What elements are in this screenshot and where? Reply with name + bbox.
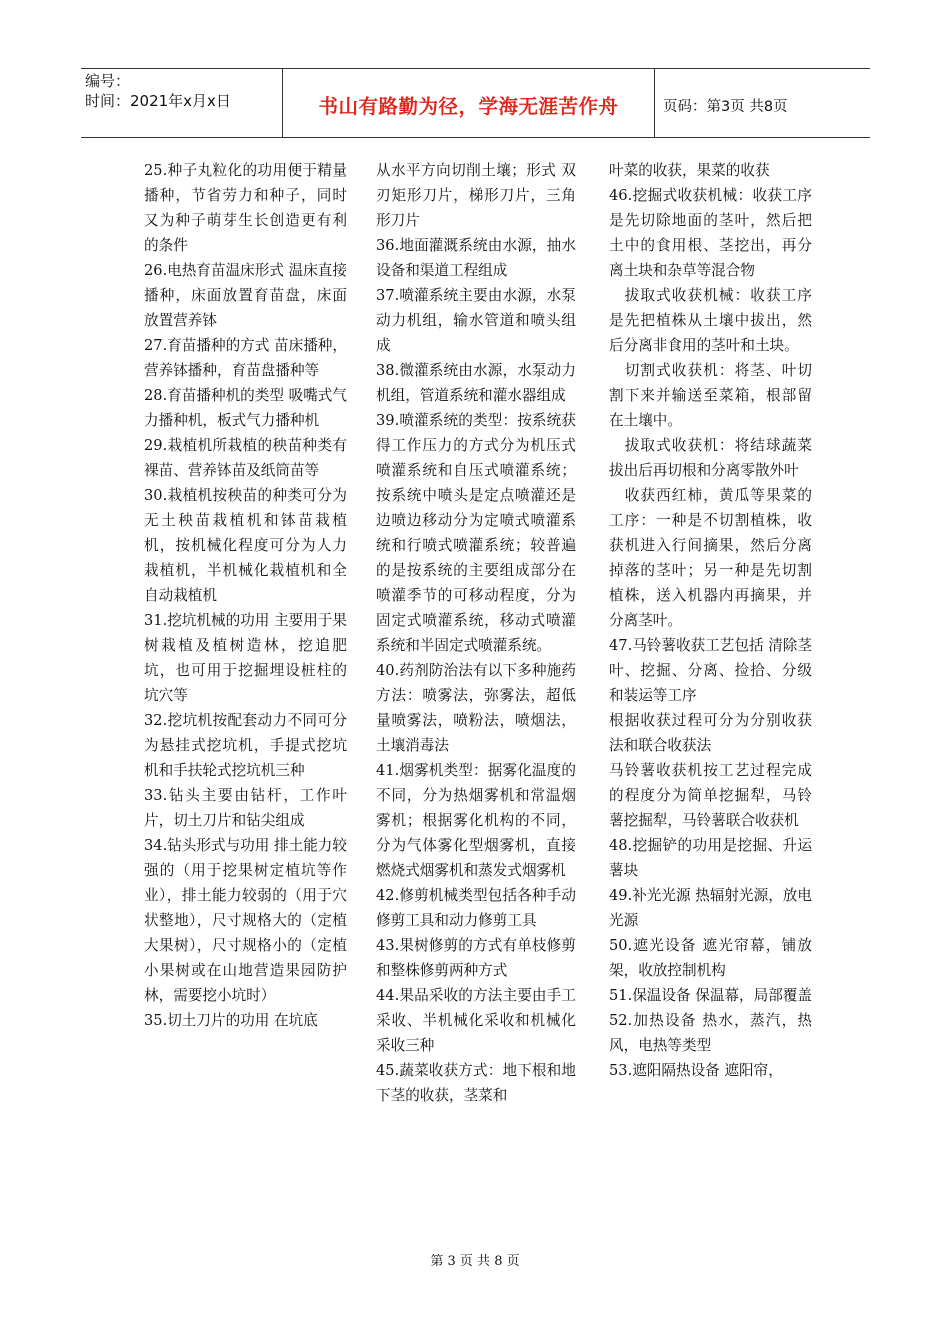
- paragraph: 31.挖坑机械的功用 主要用于果树栽植及植树造林，挖追肥坑，也可用于挖掘埋设桩柱的坑穴等: [144, 612, 347, 704]
- page-footer: 第 3 页 共 8 页: [430, 1254, 520, 1269]
- paragraph: 38.微灌系统由水源，水泵动力机组，管道系统和灌水器组成: [376, 362, 576, 404]
- text-column-2: [376, 158, 576, 1108]
- paragraph: 根据收获过程可分为分别收获法和联合收获法: [609, 712, 812, 754]
- header-meta: [81, 69, 283, 137]
- paragraph: 35.切土刀片的功用 在坑底: [144, 1012, 318, 1029]
- paragraph: 29.栽植机所栽植的秧苗种类有裸苗、营养钵苗及纸筒苗等: [144, 437, 347, 479]
- page-header: [81, 68, 870, 138]
- paragraph: 28.育苗播种机的类型 吸嘴式气力播种机，板式气力播种机: [144, 387, 347, 429]
- paragraph: 26.电热育苗温床形式 温床直接播种，床面放置育苗盘，床面放置营养钵: [144, 262, 347, 329]
- text-column-3: [609, 158, 812, 1083]
- paragraph: 45.蔬菜收获方式：地下根和地下茎的收获，茎菜和: [376, 1062, 576, 1104]
- paragraph: 53.遮阳隔热设备 遮阳帘，: [609, 1062, 783, 1079]
- paragraph: 50.遮光设备 遮光帘幕，铺放架，收放控制机构: [609, 937, 812, 979]
- paragraph: 收获西红柿，黄瓜等果菜的工序：一种是不切割植株，收获机进入行间摘果，然后分离掉落的茎叶；另一种是先切割植株，送入机器内再摘果，并分离茎叶。: [609, 487, 812, 629]
- paragraph: 拔取式收获机：将结球蔬菜拔出后再切根和分离零散外叶: [609, 437, 812, 479]
- paragraph: 39.喷灌系统的类型：按系统获得工作压力的方式分为机压式喷灌系统和自压式喷灌系统；按系统中喷头是定点喷灌还是边喷边移动分为定喷式喷灌系统和行喷式喷灌系统；较普遍的是按系统的主要组成部分在喷灌季节的可移动程度，分为固定式喷灌系统，移动式喷灌系统和半固定式喷灌系统。: [376, 412, 576, 654]
- paragraph: 43.果树修剪的方式有单枝修剪和整株修剪两种方式: [376, 937, 576, 979]
- paragraph: 从水平方向切削土壤；形式 双刃矩形刀片，梯形刀片，三角形刀片: [376, 162, 576, 229]
- paragraph: 马铃薯收获机按工艺过程完成的程度分为简单挖掘犁，马铃薯挖掘犁，马铃薯联合收获机: [609, 762, 812, 829]
- document-number-label: 编号：: [85, 72, 131, 90]
- paragraph: 30.栽植机按秧苗的种类可分为无土秧苗栽植机和钵苗栽植机，按机械化程度可分为人力栽植机，半机械化栽植机和全自动栽植机: [144, 487, 347, 604]
- document-time-label: 时间：2021年x月x日: [85, 92, 231, 110]
- paragraph: 41.烟雾机类型：据雾化温度的不同，分为热烟雾机和常温烟雾机；根据雾化机构的不同，分为气体雾化型烟雾机，直接燃烧式烟雾机和蒸发式烟雾机: [376, 762, 576, 879]
- paragraph: 叶菜的收获，果菜的收获: [609, 162, 770, 179]
- paragraph: 49.补光光源 热辐射光源，放电光源: [609, 887, 812, 929]
- header-motto: 书山有路勤为径，学海无涯苦作舟: [283, 69, 655, 137]
- paragraph: 51.保温设备 保温幕，局部覆盖: [609, 987, 812, 1004]
- paragraph: 32.挖坑机按配套动力不同可分为悬挂式挖坑机，手提式挖坑机和手扶轮式挖坑机三种: [144, 712, 347, 779]
- paragraph: 37.喷灌系统主要由水源，水泵动力机组，输水管道和喷头组成: [376, 287, 576, 354]
- paragraph: 46.挖掘式收获机械：收获工序是先切除地面的茎叶，然后把土中的食用根、茎挖出，再分离土块和杂草等混合物: [609, 187, 812, 279]
- paragraph: 27.育苗播种的方式 苗床播种，营养钵播种，育苗盘播种等: [144, 337, 347, 379]
- paragraph: 44.果品采收的方法主要由手工采收、半机械化采收和机械化采收三种: [376, 987, 576, 1054]
- paragraph: 25.种子丸粒化的功用便于精量播种，节省劳力和种子，同时又为种子萌芽生长创造更有利的条件: [144, 162, 347, 254]
- paragraph: 52.加热设备 热水，蒸汽，热风，电热等类型: [609, 1012, 812, 1054]
- paragraph: 切割式收获机：将茎、叶切割下来并输送至菜箱，根部留在土壤中。: [609, 362, 812, 429]
- header-page-info: 页码：第3页 共8页: [663, 98, 788, 115]
- paragraph: 42.修剪机械类型包括各种手动修剪工具和动力修剪工具: [376, 887, 576, 929]
- paragraph: 40.药剂防治法有以下多种施药方法：喷雾法，弥雾法，超低量喷雾法，喷粉法，喷烟法，土壤消毒法: [376, 662, 576, 754]
- paragraph: 拔取式收获机械：收获工序是先把植株从土壤中拔出，然后分离非食用的茎叶和土块。: [609, 287, 812, 354]
- paragraph: 34.钻头形式与功用 排土能力较强的（用于挖果树定植坑等作业），排土能力较弱的（用于穴状整地），尺寸规格大的（定植大果树），尺寸规格小的（定植小果树或在山地营造果园防护林，需要挖小坑时）: [144, 837, 347, 1004]
- paragraph: 47.马铃薯收获工艺包括 清除茎叶、挖掘、分离、捡拾、分级和装运等工序: [609, 637, 812, 704]
- paragraph: 33.钻头主要由钻杆，工作叶片，切土刀片和钻尖组成: [144, 787, 347, 829]
- paragraph: 36.地面灌溉系统由水源，抽水设备和渠道工程组成: [376, 237, 576, 279]
- paragraph: 48.挖掘铲的功用是挖掘、升运薯块: [609, 837, 812, 879]
- text-column-1: [144, 158, 347, 1033]
